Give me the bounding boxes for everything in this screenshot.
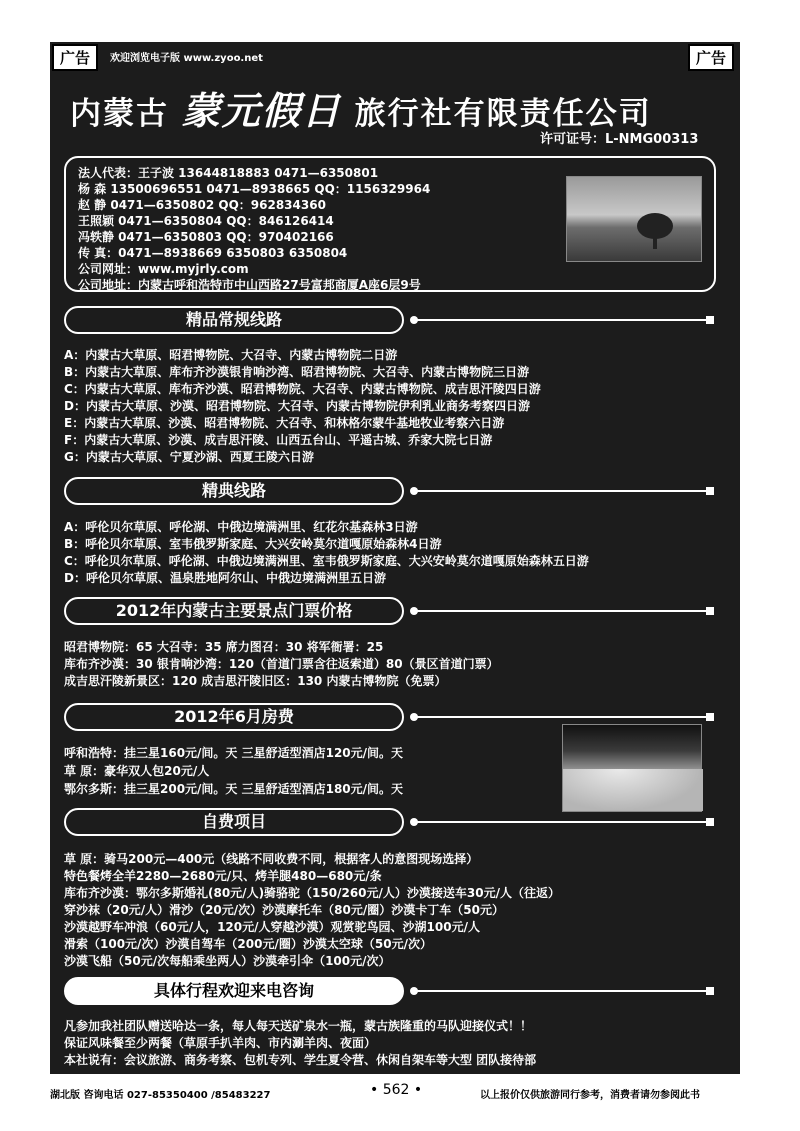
section-title-rooms: 2012年6月房费 (64, 703, 404, 731)
section-title-consult: 具体行程欢迎来电咨询 (64, 977, 404, 1005)
section-rule (414, 610, 710, 612)
license-number: 许可证号：L-NMG00313 (540, 132, 699, 147)
route-line: E：内蒙古大草原、沙漠、昭君博物院、大召寺、和林格尔蒙牛基地牧业考察六日游 (64, 416, 505, 430)
ticket-line: 成吉思汗陵新景区：120 成吉思汗陵旧区：130 内蒙古博物院（免票） (64, 674, 447, 688)
route-line: B：内蒙古大草原、库布齐沙漠银肯响沙湾、昭君博物院、大召寺、内蒙古博物院三日游 (64, 365, 530, 379)
footer-left: 湖北版 咨询电话 027-85350400 /85483227 (50, 1090, 271, 1101)
title-brand-logo: 蒙元假日 (181, 88, 342, 133)
notice-line: 本社说有：会议旅游、商务考察、包机专列、学生夏令营、休闲自架车等大型 团队接待部 (64, 1053, 537, 1067)
company-title (70, 80, 730, 135)
title-prefix: 内蒙古 (70, 96, 169, 132)
title-suffix: 旅行社有限责任公司 (354, 96, 652, 132)
section-rule (414, 990, 710, 992)
notice-line: 保证风味餐至少两餐（草原手扒羊肉、市内涮羊肉、夜面） (64, 1036, 377, 1050)
optional-line: 滑索（100元/次）沙漠自驾车（200元/圈）沙漠太空球（50元/次） (64, 937, 432, 951)
contact-line: 传 真：0471—8938669 6350803 6350804 (78, 246, 348, 260)
section-rule (414, 319, 710, 321)
contact-line: 杨 森 13500696551 0471—8938665 QQ：1156329964 (78, 182, 431, 196)
room-line: 草 原：豪华双人包20元/人 (64, 764, 210, 778)
optional-line: 沙漠越野车冲浪（60元/人，120元/人穿越沙漠）观赏驼鸟园、沙湖100元/人 (64, 920, 480, 934)
route-line: B：呼伦贝尔草原、室韦俄罗斯家庭、大兴安岭莫尔道嘎原始森林4日游 (64, 537, 442, 551)
optional-line: 穿沙袜（20元/人）滑沙（20元/次）沙漠摩托车（80元/圈）沙漠卡丁车（50元） (64, 903, 504, 917)
tree-trunk (653, 235, 657, 249)
desert-photo (562, 724, 702, 812)
section-title-classic: 精典线路 (64, 477, 404, 505)
section-rule (414, 716, 710, 718)
notice-line: 凡参加我社团队赠送哈达一条，每人每天送矿泉水一瓶，蒙古族隆重的马队迎接仪式！！ (64, 1019, 533, 1033)
page-number: • 562 • (370, 1082, 423, 1098)
footer-right: 以上报价仅供旅游同行参考，消费者请勿参阅此书 (480, 1090, 700, 1101)
contact-line: 王照颖 0471—6350804 QQ：846126414 (78, 214, 334, 228)
optional-line: 特色餐烤全羊2280—2680元/只、烤羊腿480—680元/条 (64, 869, 382, 883)
room-line: 呼和浩特：挂三星160元/间。天 三星舒适型酒店120元/间。天 (64, 746, 404, 760)
route-line: G：内蒙古大草原、宁夏沙湖、西夏王陵六日游 (64, 450, 314, 464)
route-line: C：内蒙古大草原、库布齐沙漠、昭君博物院、大召寺、内蒙古博物院、成吉思汗陵四日游 (64, 382, 541, 396)
ticket-line: 库布齐沙漠：30 银肯响沙湾：120（首道门票含往返索道）80（景区首道门票） (64, 657, 499, 671)
contact-line: 冯轶静 0471—6350803 QQ：970402166 (78, 230, 334, 244)
room-line: 鄂尔多斯：挂三星200元/间。天 三星舒适型酒店180元/间。天 (64, 782, 404, 796)
ad-tag-right: 广告 (688, 44, 734, 71)
website-line: 公司网址：www.myjrly.com (78, 262, 249, 276)
section-rule (414, 821, 710, 823)
dune-shape (563, 769, 703, 811)
address-line: 公司地址：内蒙古呼和浩特市中山西路27号富邦商厦A座6层9号 (78, 278, 421, 292)
contact-line: 法人代表：王子波 13644818883 0471—6350801 (78, 166, 379, 180)
section-title-tickets: 2012年内蒙古主要景点门票价格 (64, 597, 404, 625)
section-title-optional: 自费项目 (64, 808, 404, 836)
route-line: C：呼伦贝尔草原、呼伦湖、中俄边境满洲里、室韦俄罗斯家庭、大兴安岭莫尔道嘎原始森林五日游 (64, 554, 589, 568)
optional-line: 沙漠飞船（50元/次每船乘坐两人）沙漠牵引伞（100元/次） (64, 954, 391, 968)
ad-tag-left: 广告 (52, 44, 98, 71)
route-line: D：内蒙古大草原、沙漠、昭君博物院、大召寺、内蒙古博物院伊利乳业商务考察四日游 (64, 399, 530, 413)
optional-line: 库布齐沙漠：鄂尔多斯婚礼(80元/人)骑骆驼（150/260元/人）沙漠接送车30元/人（往返） (64, 886, 560, 900)
site-text: 欢迎浏览电子版 www.zyoo.net (110, 53, 263, 64)
grassland-photo (566, 176, 702, 262)
route-line: A：内蒙古大草原、昭君博物院、大召寺、内蒙古博物院二日游 (64, 348, 398, 362)
route-line: D：呼伦贝尔草原、温泉胜地阿尔山、中俄边境满洲里五日游 (64, 571, 386, 585)
route-line: F：内蒙古大草原、沙漠、成吉思汗陵、山西五台山、平遥古城、乔家大院七日游 (64, 433, 493, 447)
optional-line: 草 原：骑马200元—400元（线路不同收费不同，根据客人的意图现场选择） (64, 852, 479, 866)
section-rule (414, 490, 710, 492)
contact-line: 赵 静 0471—6350802 QQ：962834360 (78, 198, 326, 212)
route-line: A：呼伦贝尔草原、呼伦湖、中俄边境满洲里、红花尔基森林3日游 (64, 520, 418, 534)
ticket-line: 昭君博物院：65 大召寺：35 席力图召：30 将军衙署：25 (64, 640, 384, 654)
section-title-regular: 精品常规线路 (64, 306, 404, 334)
